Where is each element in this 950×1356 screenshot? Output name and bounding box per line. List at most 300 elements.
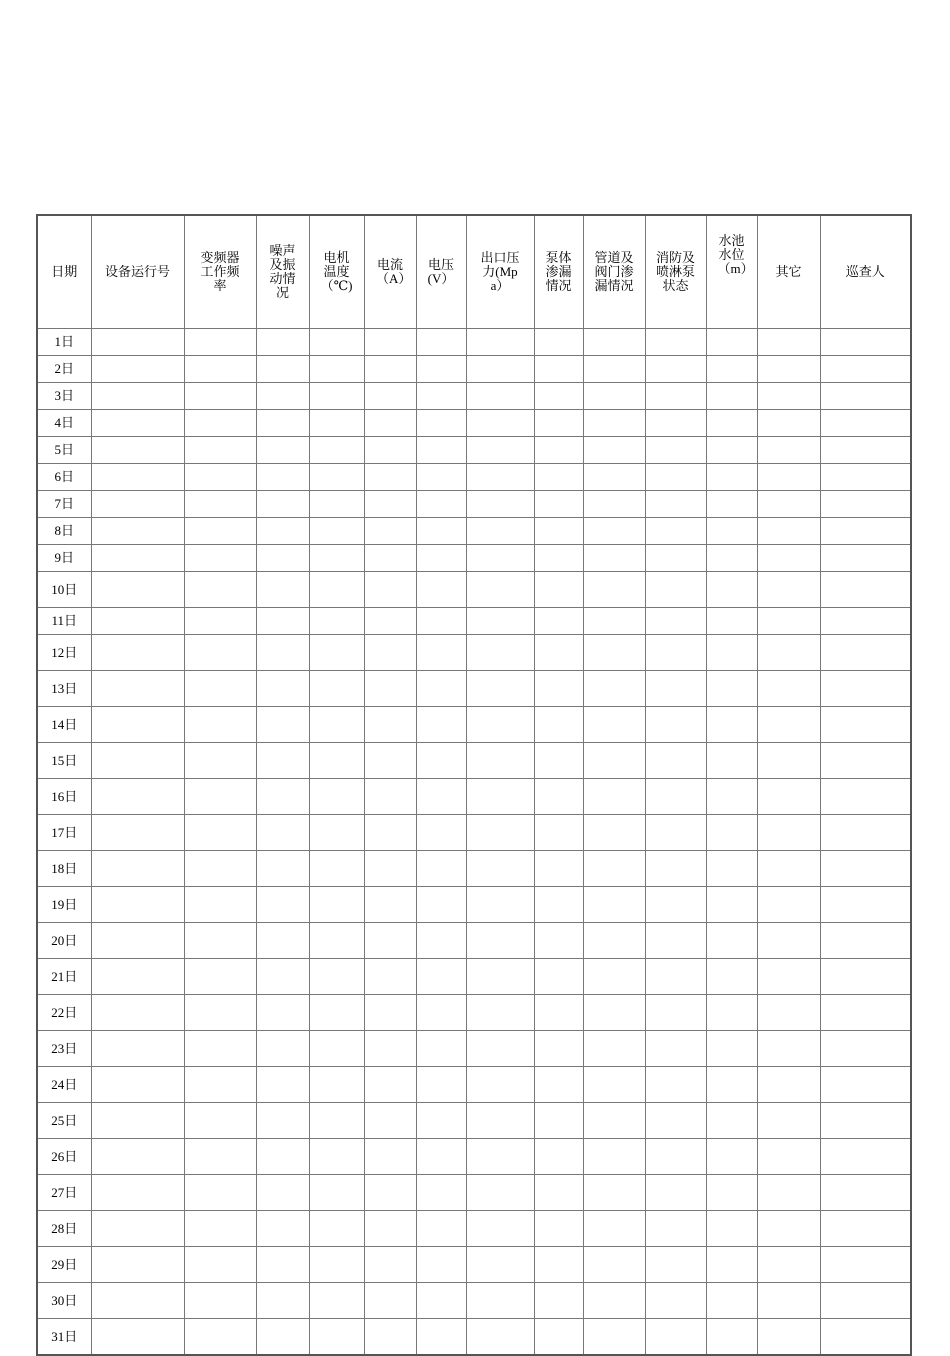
entry-cell[interactable] bbox=[184, 1103, 256, 1139]
entry-cell[interactable] bbox=[309, 1067, 364, 1103]
entry-cell[interactable] bbox=[534, 572, 583, 608]
entry-cell[interactable] bbox=[364, 1103, 416, 1139]
entry-cell[interactable] bbox=[416, 1103, 466, 1139]
entry-cell[interactable] bbox=[91, 1247, 184, 1283]
entry-cell[interactable] bbox=[757, 851, 820, 887]
entry-cell[interactable] bbox=[820, 923, 911, 959]
entry-cell[interactable] bbox=[645, 608, 706, 635]
entry-cell[interactable] bbox=[256, 1103, 309, 1139]
entry-cell[interactable] bbox=[256, 491, 309, 518]
entry-cell[interactable] bbox=[706, 923, 757, 959]
entry-cell[interactable] bbox=[364, 1247, 416, 1283]
entry-cell[interactable] bbox=[184, 545, 256, 572]
entry-cell[interactable] bbox=[256, 851, 309, 887]
entry-cell[interactable] bbox=[184, 464, 256, 491]
entry-cell[interactable] bbox=[534, 356, 583, 383]
entry-cell[interactable] bbox=[757, 671, 820, 707]
entry-cell[interactable] bbox=[534, 1067, 583, 1103]
entry-cell[interactable] bbox=[309, 1139, 364, 1175]
entry-cell[interactable] bbox=[364, 329, 416, 356]
entry-cell[interactable] bbox=[364, 1175, 416, 1211]
entry-cell[interactable] bbox=[466, 959, 534, 995]
entry-cell[interactable] bbox=[583, 851, 645, 887]
entry-cell[interactable] bbox=[706, 491, 757, 518]
entry-cell[interactable] bbox=[706, 383, 757, 410]
entry-cell[interactable] bbox=[309, 1103, 364, 1139]
entry-cell[interactable] bbox=[466, 887, 534, 923]
entry-cell[interactable] bbox=[256, 1031, 309, 1067]
entry-cell[interactable] bbox=[91, 356, 184, 383]
entry-cell[interactable] bbox=[534, 464, 583, 491]
entry-cell[interactable] bbox=[256, 1247, 309, 1283]
entry-cell[interactable] bbox=[583, 356, 645, 383]
entry-cell[interactable] bbox=[706, 959, 757, 995]
entry-cell[interactable] bbox=[256, 1283, 309, 1319]
entry-cell[interactable] bbox=[534, 1031, 583, 1067]
entry-cell[interactable] bbox=[466, 329, 534, 356]
entry-cell[interactable] bbox=[91, 329, 184, 356]
entry-cell[interactable] bbox=[466, 1103, 534, 1139]
entry-cell[interactable] bbox=[706, 1067, 757, 1103]
entry-cell[interactable] bbox=[416, 1175, 466, 1211]
entry-cell[interactable] bbox=[583, 329, 645, 356]
entry-cell[interactable] bbox=[184, 383, 256, 410]
entry-cell[interactable] bbox=[706, 572, 757, 608]
entry-cell[interactable] bbox=[256, 329, 309, 356]
entry-cell[interactable] bbox=[820, 410, 911, 437]
entry-cell[interactable] bbox=[184, 518, 256, 545]
entry-cell[interactable] bbox=[820, 383, 911, 410]
entry-cell[interactable] bbox=[364, 815, 416, 851]
entry-cell[interactable] bbox=[583, 1211, 645, 1247]
entry-cell[interactable] bbox=[583, 1319, 645, 1356]
entry-cell[interactable] bbox=[416, 572, 466, 608]
entry-cell[interactable] bbox=[91, 1031, 184, 1067]
entry-cell[interactable] bbox=[757, 635, 820, 671]
entry-cell[interactable] bbox=[91, 959, 184, 995]
entry-cell[interactable] bbox=[583, 1031, 645, 1067]
entry-cell[interactable] bbox=[364, 518, 416, 545]
entry-cell[interactable] bbox=[91, 887, 184, 923]
entry-cell[interactable] bbox=[820, 1067, 911, 1103]
entry-cell[interactable] bbox=[757, 518, 820, 545]
entry-cell[interactable] bbox=[466, 410, 534, 437]
entry-cell[interactable] bbox=[416, 887, 466, 923]
entry-cell[interactable] bbox=[706, 1031, 757, 1067]
entry-cell[interactable] bbox=[534, 410, 583, 437]
entry-cell[interactable] bbox=[583, 995, 645, 1031]
entry-cell[interactable] bbox=[583, 1283, 645, 1319]
entry-cell[interactable] bbox=[583, 635, 645, 671]
entry-cell[interactable] bbox=[534, 1283, 583, 1319]
entry-cell[interactable] bbox=[534, 923, 583, 959]
entry-cell[interactable] bbox=[706, 995, 757, 1031]
entry-cell[interactable] bbox=[706, 1283, 757, 1319]
entry-cell[interactable] bbox=[466, 851, 534, 887]
entry-cell[interactable] bbox=[364, 464, 416, 491]
entry-cell[interactable] bbox=[757, 959, 820, 995]
entry-cell[interactable] bbox=[820, 437, 911, 464]
entry-cell[interactable] bbox=[256, 743, 309, 779]
entry-cell[interactable] bbox=[583, 545, 645, 572]
entry-cell[interactable] bbox=[757, 1067, 820, 1103]
entry-cell[interactable] bbox=[534, 329, 583, 356]
entry-cell[interactable] bbox=[820, 887, 911, 923]
entry-cell[interactable] bbox=[466, 635, 534, 671]
entry-cell[interactable] bbox=[534, 959, 583, 995]
entry-cell[interactable] bbox=[757, 329, 820, 356]
entry-cell[interactable] bbox=[184, 959, 256, 995]
entry-cell[interactable] bbox=[757, 1319, 820, 1356]
entry-cell[interactable] bbox=[757, 383, 820, 410]
entry-cell[interactable] bbox=[757, 608, 820, 635]
entry-cell[interactable] bbox=[706, 1319, 757, 1356]
entry-cell[interactable] bbox=[645, 851, 706, 887]
entry-cell[interactable] bbox=[466, 608, 534, 635]
entry-cell[interactable] bbox=[583, 707, 645, 743]
entry-cell[interactable] bbox=[534, 1103, 583, 1139]
entry-cell[interactable] bbox=[309, 608, 364, 635]
entry-cell[interactable] bbox=[820, 635, 911, 671]
entry-cell[interactable] bbox=[91, 1211, 184, 1247]
entry-cell[interactable] bbox=[91, 491, 184, 518]
entry-cell[interactable] bbox=[645, 1175, 706, 1211]
entry-cell[interactable] bbox=[583, 923, 645, 959]
entry-cell[interactable] bbox=[466, 464, 534, 491]
entry-cell[interactable] bbox=[583, 1067, 645, 1103]
entry-cell[interactable] bbox=[91, 1139, 184, 1175]
entry-cell[interactable] bbox=[757, 1031, 820, 1067]
entry-cell[interactable] bbox=[184, 779, 256, 815]
entry-cell[interactable] bbox=[256, 707, 309, 743]
entry-cell[interactable] bbox=[416, 1319, 466, 1356]
entry-cell[interactable] bbox=[757, 1175, 820, 1211]
entry-cell[interactable] bbox=[416, 329, 466, 356]
entry-cell[interactable] bbox=[706, 779, 757, 815]
entry-cell[interactable] bbox=[364, 437, 416, 464]
entry-cell[interactable] bbox=[184, 743, 256, 779]
entry-cell[interactable] bbox=[583, 1139, 645, 1175]
entry-cell[interactable] bbox=[757, 1283, 820, 1319]
entry-cell[interactable] bbox=[309, 1319, 364, 1356]
entry-cell[interactable] bbox=[184, 329, 256, 356]
entry-cell[interactable] bbox=[534, 779, 583, 815]
entry-cell[interactable] bbox=[184, 1031, 256, 1067]
entry-cell[interactable] bbox=[706, 356, 757, 383]
entry-cell[interactable] bbox=[534, 1139, 583, 1175]
entry-cell[interactable] bbox=[706, 1139, 757, 1175]
entry-cell[interactable] bbox=[645, 1319, 706, 1356]
entry-cell[interactable] bbox=[534, 707, 583, 743]
entry-cell[interactable] bbox=[820, 356, 911, 383]
entry-cell[interactable] bbox=[309, 887, 364, 923]
entry-cell[interactable] bbox=[820, 1175, 911, 1211]
entry-cell[interactable] bbox=[534, 1175, 583, 1211]
entry-cell[interactable] bbox=[534, 815, 583, 851]
entry-cell[interactable] bbox=[184, 1319, 256, 1356]
entry-cell[interactable] bbox=[820, 743, 911, 779]
entry-cell[interactable] bbox=[820, 959, 911, 995]
entry-cell[interactable] bbox=[309, 851, 364, 887]
entry-cell[interactable] bbox=[706, 410, 757, 437]
entry-cell[interactable] bbox=[645, 464, 706, 491]
entry-cell[interactable] bbox=[256, 923, 309, 959]
entry-cell[interactable] bbox=[706, 437, 757, 464]
entry-cell[interactable] bbox=[645, 491, 706, 518]
entry-cell[interactable] bbox=[645, 1067, 706, 1103]
entry-cell[interactable] bbox=[309, 671, 364, 707]
entry-cell[interactable] bbox=[91, 671, 184, 707]
entry-cell[interactable] bbox=[706, 815, 757, 851]
entry-cell[interactable] bbox=[309, 743, 364, 779]
entry-cell[interactable] bbox=[184, 356, 256, 383]
entry-cell[interactable] bbox=[91, 779, 184, 815]
entry-cell[interactable] bbox=[466, 1067, 534, 1103]
entry-cell[interactable] bbox=[184, 707, 256, 743]
entry-cell[interactable] bbox=[309, 779, 364, 815]
entry-cell[interactable] bbox=[466, 1283, 534, 1319]
entry-cell[interactable] bbox=[706, 1103, 757, 1139]
entry-cell[interactable] bbox=[534, 608, 583, 635]
entry-cell[interactable] bbox=[364, 851, 416, 887]
entry-cell[interactable] bbox=[364, 887, 416, 923]
entry-cell[interactable] bbox=[364, 491, 416, 518]
entry-cell[interactable] bbox=[416, 518, 466, 545]
entry-cell[interactable] bbox=[184, 608, 256, 635]
entry-cell[interactable] bbox=[416, 383, 466, 410]
entry-cell[interactable] bbox=[583, 410, 645, 437]
entry-cell[interactable] bbox=[466, 1211, 534, 1247]
entry-cell[interactable] bbox=[645, 1139, 706, 1175]
entry-cell[interactable] bbox=[91, 572, 184, 608]
entry-cell[interactable] bbox=[184, 1067, 256, 1103]
entry-cell[interactable] bbox=[757, 356, 820, 383]
entry-cell[interactable] bbox=[534, 1247, 583, 1283]
entry-cell[interactable] bbox=[645, 356, 706, 383]
entry-cell[interactable] bbox=[364, 743, 416, 779]
entry-cell[interactable] bbox=[91, 437, 184, 464]
entry-cell[interactable] bbox=[706, 545, 757, 572]
entry-cell[interactable] bbox=[820, 1319, 911, 1356]
entry-cell[interactable] bbox=[416, 608, 466, 635]
entry-cell[interactable] bbox=[466, 1031, 534, 1067]
entry-cell[interactable] bbox=[466, 545, 534, 572]
entry-cell[interactable] bbox=[820, 1103, 911, 1139]
entry-cell[interactable] bbox=[583, 1175, 645, 1211]
entry-cell[interactable] bbox=[416, 464, 466, 491]
entry-cell[interactable] bbox=[645, 923, 706, 959]
entry-cell[interactable] bbox=[416, 743, 466, 779]
entry-cell[interactable] bbox=[256, 779, 309, 815]
entry-cell[interactable] bbox=[256, 545, 309, 572]
entry-cell[interactable] bbox=[91, 851, 184, 887]
entry-cell[interactable] bbox=[757, 1247, 820, 1283]
entry-cell[interactable] bbox=[416, 410, 466, 437]
entry-cell[interactable] bbox=[645, 887, 706, 923]
entry-cell[interactable] bbox=[820, 815, 911, 851]
entry-cell[interactable] bbox=[184, 995, 256, 1031]
entry-cell[interactable] bbox=[256, 815, 309, 851]
entry-cell[interactable] bbox=[416, 356, 466, 383]
entry-cell[interactable] bbox=[416, 491, 466, 518]
entry-cell[interactable] bbox=[416, 779, 466, 815]
entry-cell[interactable] bbox=[364, 545, 416, 572]
entry-cell[interactable] bbox=[534, 1319, 583, 1356]
entry-cell[interactable] bbox=[820, 572, 911, 608]
entry-cell[interactable] bbox=[91, 923, 184, 959]
entry-cell[interactable] bbox=[309, 959, 364, 995]
entry-cell[interactable] bbox=[583, 815, 645, 851]
entry-cell[interactable] bbox=[466, 518, 534, 545]
entry-cell[interactable] bbox=[645, 437, 706, 464]
entry-cell[interactable] bbox=[820, 1139, 911, 1175]
entry-cell[interactable] bbox=[256, 959, 309, 995]
entry-cell[interactable] bbox=[364, 1067, 416, 1103]
entry-cell[interactable] bbox=[706, 329, 757, 356]
entry-cell[interactable] bbox=[820, 464, 911, 491]
entry-cell[interactable] bbox=[583, 959, 645, 995]
entry-cell[interactable] bbox=[364, 1211, 416, 1247]
entry-cell[interactable] bbox=[534, 887, 583, 923]
entry-cell[interactable] bbox=[534, 437, 583, 464]
entry-cell[interactable] bbox=[583, 671, 645, 707]
entry-cell[interactable] bbox=[309, 464, 364, 491]
entry-cell[interactable] bbox=[256, 383, 309, 410]
entry-cell[interactable] bbox=[706, 635, 757, 671]
entry-cell[interactable] bbox=[645, 995, 706, 1031]
entry-cell[interactable] bbox=[309, 995, 364, 1031]
entry-cell[interactable] bbox=[645, 518, 706, 545]
entry-cell[interactable] bbox=[416, 545, 466, 572]
entry-cell[interactable] bbox=[706, 1175, 757, 1211]
entry-cell[interactable] bbox=[256, 1319, 309, 1356]
entry-cell[interactable] bbox=[416, 995, 466, 1031]
entry-cell[interactable] bbox=[256, 1211, 309, 1247]
entry-cell[interactable] bbox=[645, 671, 706, 707]
entry-cell[interactable] bbox=[91, 1319, 184, 1356]
entry-cell[interactable] bbox=[309, 707, 364, 743]
entry-cell[interactable] bbox=[256, 1139, 309, 1175]
entry-cell[interactable] bbox=[534, 995, 583, 1031]
entry-cell[interactable] bbox=[309, 545, 364, 572]
entry-cell[interactable] bbox=[583, 743, 645, 779]
entry-cell[interactable] bbox=[309, 491, 364, 518]
entry-cell[interactable] bbox=[820, 1283, 911, 1319]
entry-cell[interactable] bbox=[645, 545, 706, 572]
entry-cell[interactable] bbox=[706, 464, 757, 491]
entry-cell[interactable] bbox=[757, 1139, 820, 1175]
entry-cell[interactable] bbox=[466, 779, 534, 815]
entry-cell[interactable] bbox=[364, 1139, 416, 1175]
entry-cell[interactable] bbox=[645, 572, 706, 608]
entry-cell[interactable] bbox=[91, 743, 184, 779]
entry-cell[interactable] bbox=[466, 743, 534, 779]
entry-cell[interactable] bbox=[583, 572, 645, 608]
entry-cell[interactable] bbox=[416, 635, 466, 671]
entry-cell[interactable] bbox=[91, 383, 184, 410]
entry-cell[interactable] bbox=[309, 383, 364, 410]
entry-cell[interactable] bbox=[416, 923, 466, 959]
entry-cell[interactable] bbox=[184, 1283, 256, 1319]
entry-cell[interactable] bbox=[364, 1319, 416, 1356]
entry-cell[interactable] bbox=[364, 410, 416, 437]
entry-cell[interactable] bbox=[91, 815, 184, 851]
entry-cell[interactable] bbox=[466, 923, 534, 959]
entry-cell[interactable] bbox=[256, 518, 309, 545]
entry-cell[interactable] bbox=[583, 608, 645, 635]
entry-cell[interactable] bbox=[184, 491, 256, 518]
entry-cell[interactable] bbox=[583, 887, 645, 923]
entry-cell[interactable] bbox=[466, 995, 534, 1031]
entry-cell[interactable] bbox=[757, 545, 820, 572]
entry-cell[interactable] bbox=[91, 1175, 184, 1211]
entry-cell[interactable] bbox=[91, 518, 184, 545]
entry-cell[interactable] bbox=[466, 356, 534, 383]
entry-cell[interactable] bbox=[91, 707, 184, 743]
entry-cell[interactable] bbox=[757, 437, 820, 464]
entry-cell[interactable] bbox=[583, 383, 645, 410]
entry-cell[interactable] bbox=[91, 995, 184, 1031]
entry-cell[interactable] bbox=[820, 491, 911, 518]
entry-cell[interactable] bbox=[309, 410, 364, 437]
entry-cell[interactable] bbox=[416, 1283, 466, 1319]
entry-cell[interactable] bbox=[583, 437, 645, 464]
entry-cell[interactable] bbox=[466, 707, 534, 743]
entry-cell[interactable] bbox=[364, 1283, 416, 1319]
entry-cell[interactable] bbox=[309, 572, 364, 608]
entry-cell[interactable] bbox=[416, 1247, 466, 1283]
entry-cell[interactable] bbox=[645, 815, 706, 851]
entry-cell[interactable] bbox=[820, 995, 911, 1031]
entry-cell[interactable] bbox=[309, 923, 364, 959]
entry-cell[interactable] bbox=[706, 1247, 757, 1283]
entry-cell[interactable] bbox=[364, 572, 416, 608]
entry-cell[interactable] bbox=[820, 1031, 911, 1067]
entry-cell[interactable] bbox=[364, 923, 416, 959]
entry-cell[interactable] bbox=[820, 545, 911, 572]
entry-cell[interactable] bbox=[706, 707, 757, 743]
entry-cell[interactable] bbox=[820, 1211, 911, 1247]
entry-cell[interactable] bbox=[706, 608, 757, 635]
entry-cell[interactable] bbox=[757, 410, 820, 437]
entry-cell[interactable] bbox=[91, 1283, 184, 1319]
entry-cell[interactable] bbox=[91, 1103, 184, 1139]
entry-cell[interactable] bbox=[184, 635, 256, 671]
entry-cell[interactable] bbox=[757, 707, 820, 743]
entry-cell[interactable] bbox=[91, 545, 184, 572]
entry-cell[interactable] bbox=[583, 1247, 645, 1283]
entry-cell[interactable] bbox=[309, 356, 364, 383]
entry-cell[interactable] bbox=[184, 1247, 256, 1283]
entry-cell[interactable] bbox=[309, 1031, 364, 1067]
entry-cell[interactable] bbox=[309, 1283, 364, 1319]
entry-cell[interactable] bbox=[91, 635, 184, 671]
entry-cell[interactable] bbox=[184, 1139, 256, 1175]
entry-cell[interactable] bbox=[757, 464, 820, 491]
entry-cell[interactable] bbox=[364, 383, 416, 410]
entry-cell[interactable] bbox=[416, 1031, 466, 1067]
entry-cell[interactable] bbox=[256, 608, 309, 635]
entry-cell[interactable] bbox=[256, 464, 309, 491]
entry-cell[interactable] bbox=[184, 437, 256, 464]
entry-cell[interactable] bbox=[534, 545, 583, 572]
entry-cell[interactable] bbox=[583, 518, 645, 545]
entry-cell[interactable] bbox=[466, 1319, 534, 1356]
entry-cell[interactable] bbox=[184, 923, 256, 959]
entry-cell[interactable] bbox=[416, 671, 466, 707]
entry-cell[interactable] bbox=[364, 707, 416, 743]
entry-cell[interactable] bbox=[534, 743, 583, 779]
